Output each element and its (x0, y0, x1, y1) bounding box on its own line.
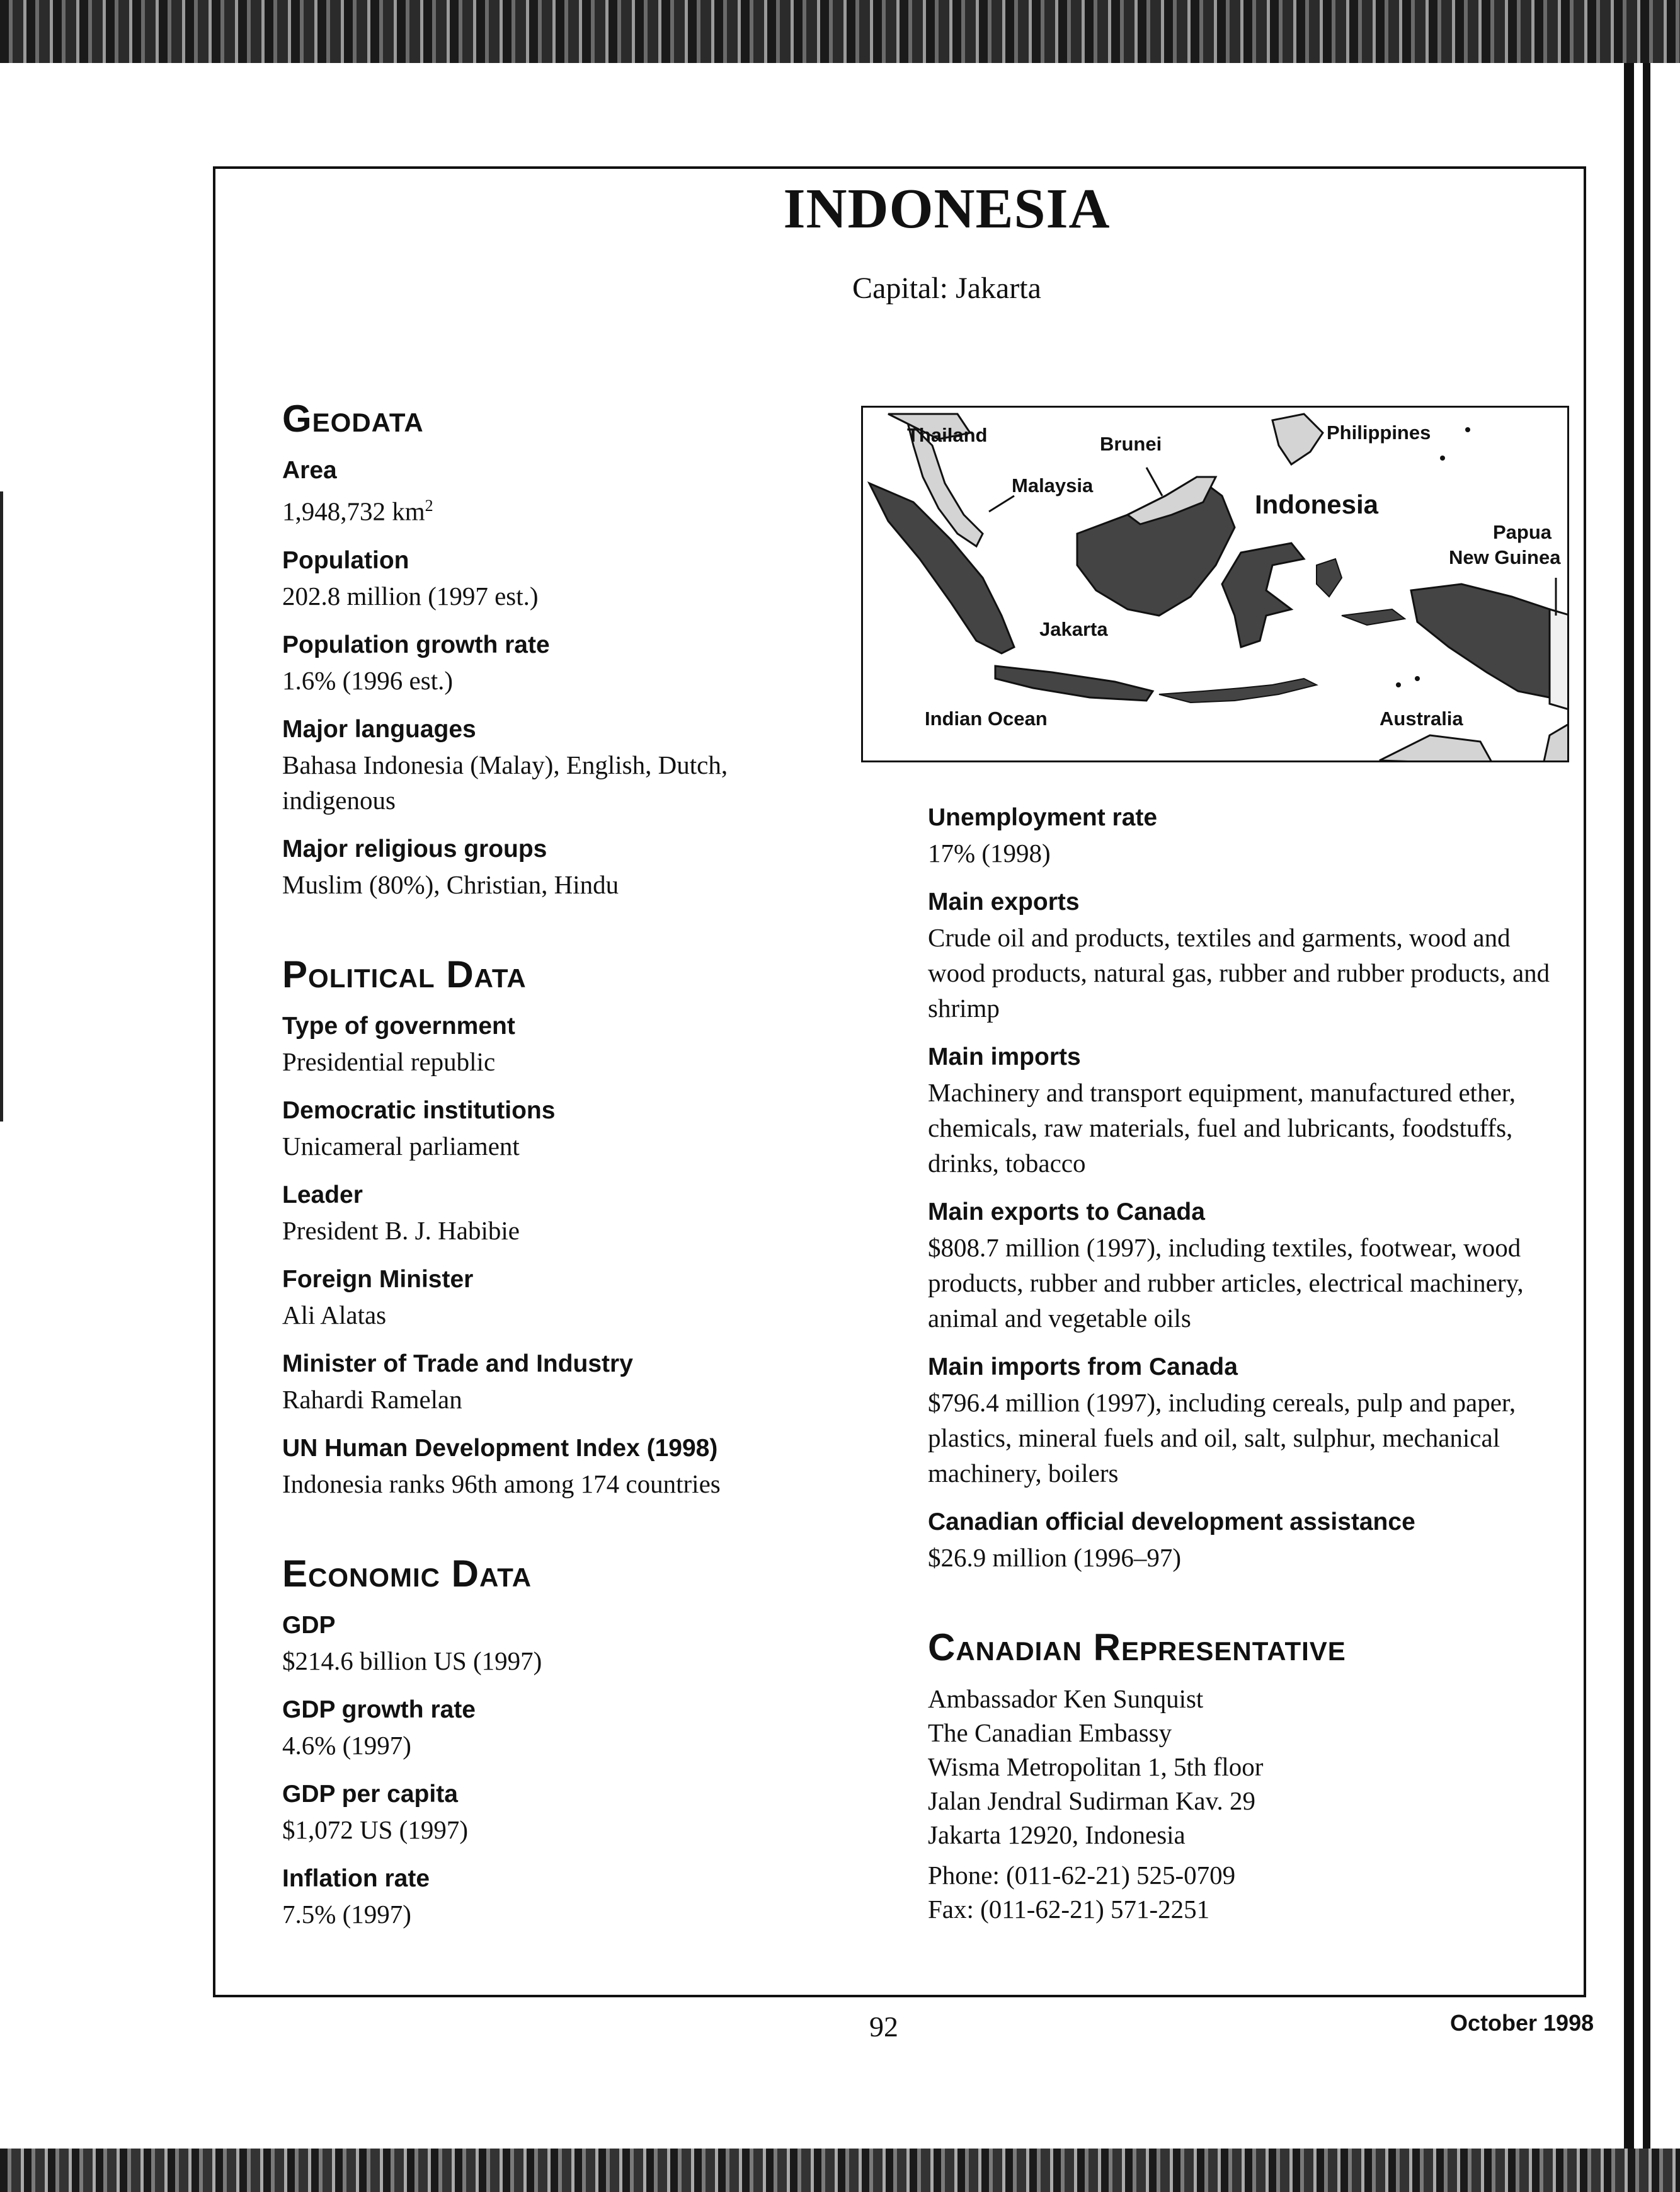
languages-field (282, 712, 912, 818)
representative-section (928, 1626, 1558, 1926)
government-field (282, 1009, 912, 1079)
trade-minister-label: Minister of Trade and Industry (282, 1350, 633, 1377)
trade-minister-field (282, 1346, 912, 1417)
representative-heading: Canadian Representative (928, 1626, 1346, 1668)
map-java (995, 666, 1153, 701)
geodata-section (282, 397, 912, 902)
government-value: Presidential republic (282, 1047, 496, 1076)
exports-label: Main exports (928, 888, 1080, 915)
page-number: 92 (869, 2011, 898, 2043)
map-label-indonesia: Indonesia (1255, 490, 1379, 519)
scan-left-edge (0, 491, 3, 1122)
population-value: 202.8 million (1997 est.) (282, 581, 539, 611)
map-label-australia: Australia (1380, 708, 1463, 730)
economic-heading: Economic Data (282, 1552, 532, 1595)
gdp-field (282, 1608, 912, 1678)
inflation-field (282, 1861, 912, 1932)
map-label-brunei: Brunei (1100, 433, 1162, 455)
map-label-jakarta: Jakarta (1039, 618, 1108, 640)
exports-canada-value: $808.7 million (1997), including textiles, footwear, wood products, rubber and rubber articles, electrical machinery, animal and vegetable oils (928, 1233, 1524, 1333)
map-label-philippines: Philippines (1327, 422, 1431, 444)
scan-top-border (0, 0, 1680, 63)
map-papua (1411, 584, 1550, 697)
imports-canada-field (928, 1350, 1558, 1491)
unemployment-label: Unemployment rate (928, 804, 1158, 831)
institutions-value: Unicameral parliament (282, 1131, 520, 1161)
gdp-label: GDP (282, 1611, 336, 1639)
map-island-dot (1440, 456, 1445, 461)
political-section (282, 953, 912, 1501)
map-borneo (1077, 477, 1235, 616)
representative-address-3: Jakarta 12920, Indonesia (928, 1820, 1186, 1849)
gdp-value: $214.6 billion US (1997) (282, 1646, 542, 1675)
gdp-capita-field (282, 1777, 912, 1847)
trade-minister-value: Rahardi Ramelan (282, 1384, 462, 1414)
inflation-value: 7.5% (1997) (282, 1899, 411, 1929)
imports-value: Machinery and transport equipment, manufactured ether, chemicals, raw materials, fuel and lubricants, foodstuffs, drinks, tobacco (928, 1078, 1516, 1178)
map-label-indian-ocean: Indian Ocean (925, 708, 1048, 730)
indonesia-map (861, 406, 1569, 762)
imports-field (928, 1040, 1558, 1181)
imports-canada-label: Main imports from Canada (928, 1353, 1238, 1380)
government-label: Type of government (282, 1012, 515, 1040)
economic-section (282, 1552, 912, 1932)
left-column (282, 397, 912, 1982)
growth-field (282, 628, 912, 698)
unemployment-field (928, 800, 1558, 871)
unemployment-value: 17% (1998) (928, 839, 1051, 868)
gdp-capita-value: $1,072 US (1997) (282, 1815, 468, 1844)
representative-name: Ambassador Ken Sunquist (928, 1684, 1204, 1713)
languages-value: Bahasa Indonesia (Malay), English, Dutch, indigenous (282, 750, 728, 815)
right-column (928, 800, 1558, 1977)
leader-value: President B. J. Habibie (282, 1215, 520, 1245)
map-sulawesi (1222, 543, 1304, 647)
growth-label: Population growth rate (282, 631, 550, 658)
languages-label: Major languages (282, 715, 476, 743)
map-brunei-pointer (1146, 468, 1162, 496)
religions-label: Major religious groups (282, 835, 547, 863)
map-australia-east (1543, 723, 1569, 762)
representative-spacer (928, 1852, 1558, 1858)
map-island-dot (1415, 676, 1420, 681)
representative-address-1: Wisma Metropolitan 1, 5th floor (928, 1752, 1264, 1781)
population-field (282, 543, 912, 614)
exports-canada-label: Main exports to Canada (928, 1198, 1205, 1225)
publication-date: October 1998 (1450, 2010, 1594, 2036)
leader-field (282, 1178, 912, 1248)
hdi-label: UN Human Development Index (1998) (282, 1434, 718, 1462)
foreign-minister-value: Ali Alatas (282, 1300, 387, 1329)
oda-label: Canadian official development assistance (928, 1508, 1415, 1535)
map-australia (1380, 735, 1493, 762)
representative-phone: Phone: (011-62-21) 525-0709 (928, 1861, 1236, 1890)
leader-label: Leader (282, 1181, 363, 1208)
map-label-thailand: Thailand (907, 424, 988, 446)
oda-value: $26.9 million (1996–97) (928, 1543, 1182, 1572)
exports-field (928, 885, 1558, 1026)
religions-field (282, 832, 912, 902)
page-title: INDONESIA (783, 178, 1111, 240)
map-label-malaysia: Malaysia (1012, 474, 1094, 496)
religions-value: Muslim (80%), Christian, Hindu (282, 869, 619, 899)
gdp-capita-label: GDP per capita (282, 1780, 458, 1808)
area-value (282, 488, 912, 529)
gdp-growth-field (282, 1692, 912, 1763)
hdi-field (282, 1431, 912, 1501)
map-island-dot (1465, 427, 1470, 432)
institutions-label: Democratic institutions (282, 1096, 556, 1124)
hdi-value: Indonesia ranks 96th among 174 countries (282, 1469, 721, 1498)
map-lesser-sunda (1159, 679, 1317, 703)
population-label: Population (282, 546, 409, 574)
map-label-papua: Papua (1493, 521, 1552, 543)
institutions-field (282, 1093, 912, 1164)
gdp-growth-value: 4.6% (1997) (282, 1730, 411, 1760)
scan-bottom-border (0, 2149, 1680, 2192)
map-island-dot (1396, 682, 1401, 687)
political-heading: Political Data (282, 953, 527, 996)
map-moluccas (1317, 559, 1342, 597)
geodata-heading: Geodata (282, 398, 424, 440)
scan-right-binding (1613, 63, 1680, 2149)
area-superscript: 2 (425, 496, 433, 515)
foreign-minister-field (282, 1262, 912, 1333)
exports-canada-field (928, 1195, 1558, 1336)
area-number: 1,948,732 km (282, 496, 425, 526)
imports-canada-value: $796.4 million (1997), including cereals, pulp and paper, plastics, mineral fuels and oil, salt, sulphur, mechanical machinery, boilers (928, 1388, 1516, 1488)
map-seram (1342, 609, 1405, 625)
gdp-growth-label: GDP growth rate (282, 1696, 476, 1723)
oda-field (928, 1505, 1558, 1575)
representative-address-2: Jalan Jendral Sudirman Kav. 29 (928, 1786, 1255, 1815)
capital-subtitle: Capital: Jakarta (852, 272, 1041, 305)
growth-value: 1.6% (1996 est.) (282, 665, 454, 695)
representative-office: The Canadian Embassy (928, 1718, 1172, 1747)
area-label: Area (282, 457, 337, 484)
map-label-new-guinea: New Guinea (1449, 546, 1561, 568)
imports-label: Main imports (928, 1043, 1081, 1070)
map-malaysia-pointer (989, 496, 1014, 512)
map-philippines (1272, 414, 1323, 464)
inflation-label: Inflation rate (282, 1864, 430, 1892)
representative-fax: Fax: (011-62-21) 571-2251 (928, 1895, 1210, 1924)
map-png (1550, 609, 1569, 710)
foreign-minister-label: Foreign Minister (282, 1265, 474, 1293)
exports-value: Crude oil and products, textiles and garments, wood and wood products, natural gas, rubber and rubber products, and shrimp (928, 923, 1550, 1023)
area-field (282, 453, 912, 529)
